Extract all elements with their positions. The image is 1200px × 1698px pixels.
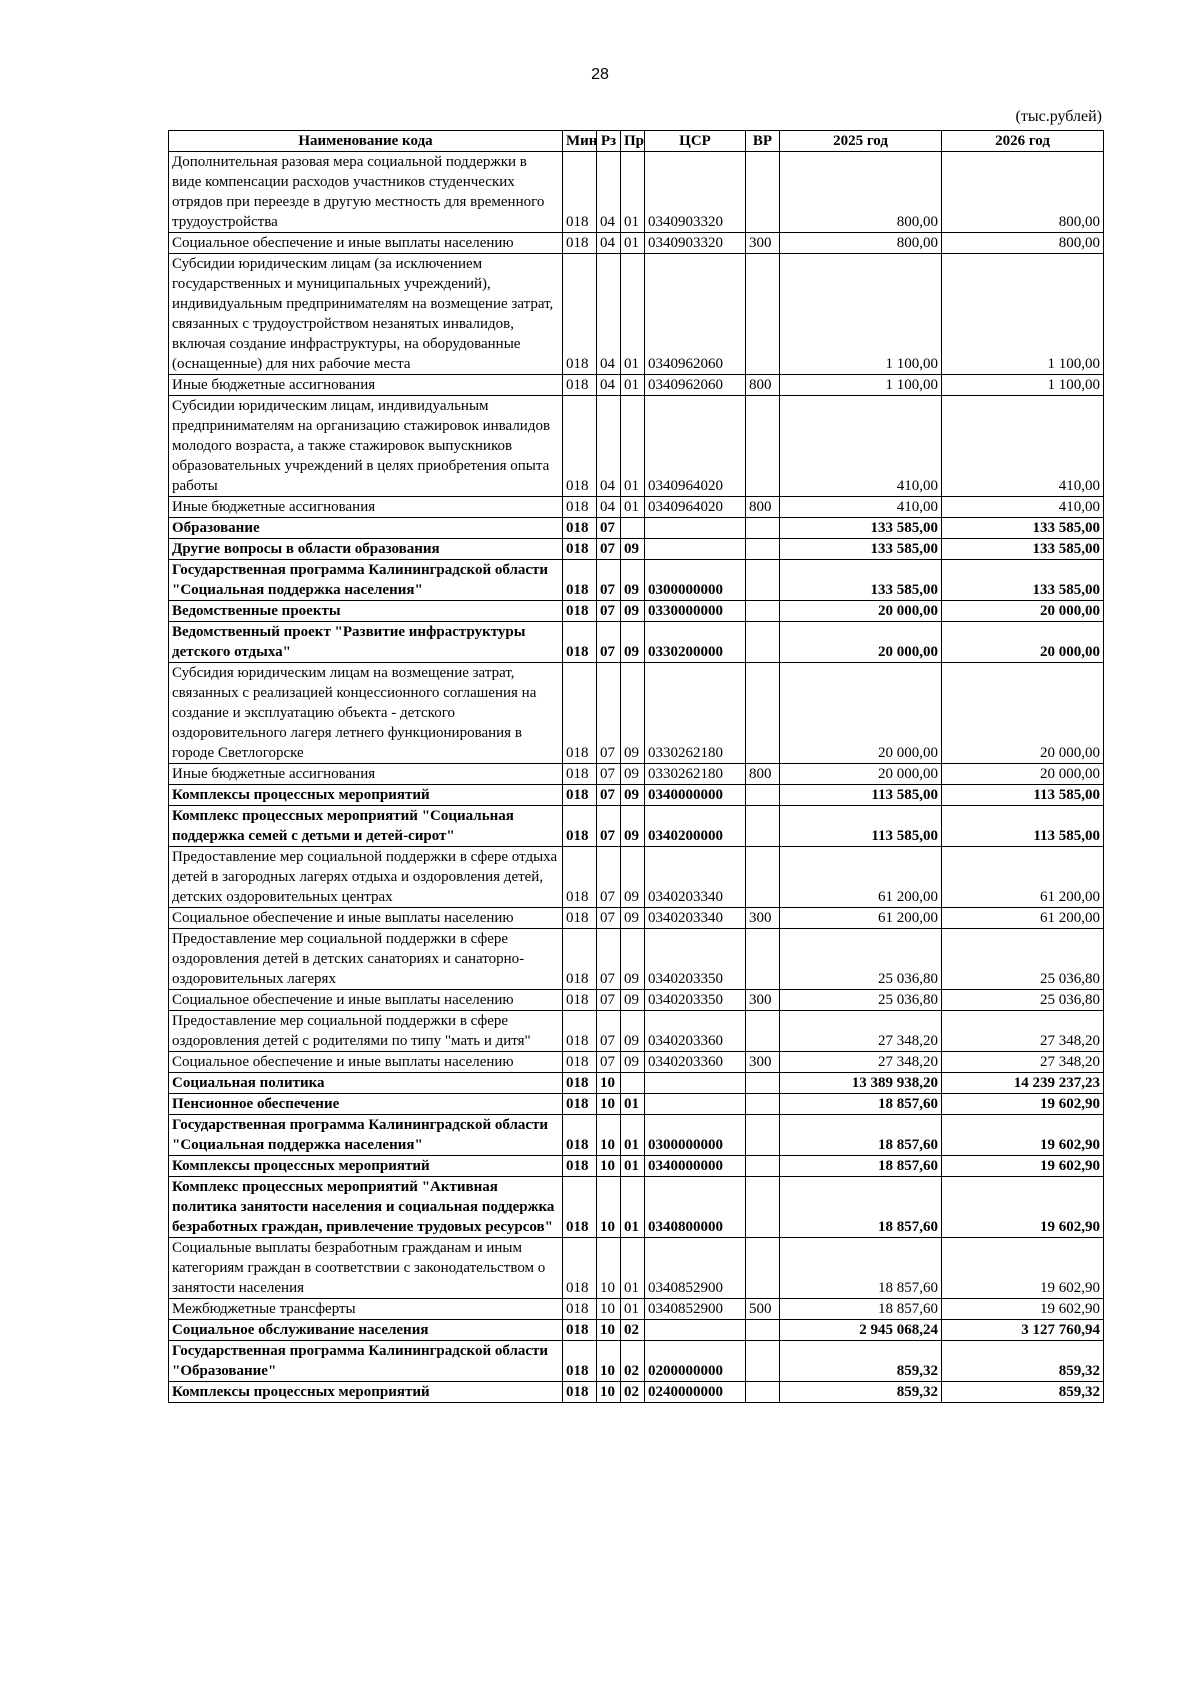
cell-rz: 04 <box>597 233 621 254</box>
cell-rz: 10 <box>597 1320 621 1341</box>
cell-rz: 10 <box>597 1115 621 1156</box>
cell-min: 018 <box>563 233 597 254</box>
cell-vr: 300 <box>746 1052 780 1073</box>
cell-pr: 09 <box>621 560 645 601</box>
cell-rz: 07 <box>597 518 621 539</box>
cell-rz: 10 <box>597 1073 621 1094</box>
cell-min: 018 <box>563 396 597 497</box>
cell-2026: 19 602,90 <box>942 1299 1104 1320</box>
column-header-name: Наименование кода <box>169 131 563 152</box>
cell-2026: 19 602,90 <box>942 1115 1104 1156</box>
cell-min: 018 <box>563 601 597 622</box>
table-row <box>169 1094 1104 1115</box>
cell-2025: 2 945 068,24 <box>780 1320 942 1341</box>
cell-pr: 01 <box>621 396 645 497</box>
cell-pr: 01 <box>621 1094 645 1115</box>
cell-pr: 01 <box>621 1238 645 1299</box>
cell-2026: 1 100,00 <box>942 375 1104 396</box>
cell-csr: 0340800000 <box>645 1177 746 1238</box>
cell-min: 018 <box>563 1156 597 1177</box>
cell-min: 018 <box>563 1320 597 1341</box>
cell-2026: 19 602,90 <box>942 1177 1104 1238</box>
cell-pr: 01 <box>621 375 645 396</box>
cell-rz: 04 <box>597 497 621 518</box>
cell-2025: 61 200,00 <box>780 847 942 908</box>
cell-csr: 0340000000 <box>645 1156 746 1177</box>
cell-csr: 0330262180 <box>645 663 746 764</box>
cell-pr: 09 <box>621 1011 645 1052</box>
cell-csr: 0340852900 <box>645 1299 746 1320</box>
cell-2026: 19 602,90 <box>942 1156 1104 1177</box>
column-header-rz: Рз <box>597 131 621 152</box>
cell-min: 018 <box>563 375 597 396</box>
table-row <box>169 806 1104 847</box>
cell-vr <box>746 1011 780 1052</box>
cell-2026: 410,00 <box>942 497 1104 518</box>
cell-rz: 10 <box>597 1156 621 1177</box>
cell-csr: 0340000000 <box>645 785 746 806</box>
cell-pr: 01 <box>621 152 645 233</box>
cell-2025: 25 036,80 <box>780 929 942 990</box>
cell-csr: 0340903320 <box>645 152 746 233</box>
cell-csr: 0330262180 <box>645 764 746 785</box>
cell-name: Государственная программа Калининградской области "Образование" <box>169 1341 563 1382</box>
cell-rz: 07 <box>597 929 621 990</box>
cell-min: 018 <box>563 152 597 233</box>
cell-name: Предоставление мер социальной поддержки в сфере оздоровления детей с родителями по типу "мать и дитя" <box>169 1011 563 1052</box>
cell-vr <box>746 1341 780 1382</box>
table-row <box>169 1177 1104 1238</box>
table-row <box>169 990 1104 1011</box>
cell-2026: 20 000,00 <box>942 764 1104 785</box>
cell-name: Иные бюджетные ассигнования <box>169 497 563 518</box>
cell-name: Субсидии юридическим лицам, индивидуальным предпринимателям на организацию стажировок инвалидов молодого возраста, а также стажировок выпускников образовательных учреждений в целях приобретения опыта работы <box>169 396 563 497</box>
cell-name: Социальное обеспечение и иные выплаты населению <box>169 1052 563 1073</box>
cell-2025: 1 100,00 <box>780 254 942 375</box>
cell-name: Социальное обеспечение и иные выплаты населению <box>169 908 563 929</box>
cell-min: 018 <box>563 990 597 1011</box>
cell-vr <box>746 847 780 908</box>
cell-2026: 859,32 <box>942 1341 1104 1382</box>
cell-2026: 410,00 <box>942 396 1104 497</box>
cell-pr: 02 <box>621 1341 645 1382</box>
column-header-2026: 2026 год <box>942 131 1104 152</box>
cell-csr: 0330200000 <box>645 622 746 663</box>
cell-pr: 01 <box>621 1156 645 1177</box>
table-row <box>169 847 1104 908</box>
cell-pr: 02 <box>621 1382 645 1403</box>
cell-vr: 300 <box>746 233 780 254</box>
cell-rz: 10 <box>597 1382 621 1403</box>
table-header-row <box>169 131 1104 152</box>
table-row <box>169 152 1104 233</box>
cell-min: 018 <box>563 764 597 785</box>
table-row <box>169 1073 1104 1094</box>
cell-pr: 09 <box>621 764 645 785</box>
cell-2025: 18 857,60 <box>780 1094 942 1115</box>
table-row <box>169 1320 1104 1341</box>
cell-name: Образование <box>169 518 563 539</box>
cell-2026: 113 585,00 <box>942 806 1104 847</box>
cell-name: Иные бюджетные ассигнования <box>169 764 563 785</box>
cell-rz: 04 <box>597 152 621 233</box>
cell-rz: 07 <box>597 601 621 622</box>
cell-vr <box>746 785 780 806</box>
cell-csr: 0340903320 <box>645 233 746 254</box>
table-row <box>169 601 1104 622</box>
cell-min: 018 <box>563 1094 597 1115</box>
table-row <box>169 908 1104 929</box>
table-row <box>169 1011 1104 1052</box>
cell-rz: 04 <box>597 396 621 497</box>
cell-name: Иные бюджетные ассигнования <box>169 375 563 396</box>
column-header-pr: Пр <box>621 131 645 152</box>
cell-rz: 07 <box>597 663 621 764</box>
table-row <box>169 663 1104 764</box>
cell-rz: 07 <box>597 560 621 601</box>
cell-vr <box>746 560 780 601</box>
cell-rz: 10 <box>597 1177 621 1238</box>
cell-name: Ведомственные проекты <box>169 601 563 622</box>
cell-name: Пенсионное обеспечение <box>169 1094 563 1115</box>
cell-2026: 3 127 760,94 <box>942 1320 1104 1341</box>
cell-min: 018 <box>563 518 597 539</box>
cell-2026: 133 585,00 <box>942 539 1104 560</box>
cell-vr: 300 <box>746 908 780 929</box>
cell-rz: 10 <box>597 1341 621 1382</box>
cell-vr <box>746 254 780 375</box>
cell-2025: 20 000,00 <box>780 764 942 785</box>
cell-rz: 07 <box>597 1052 621 1073</box>
cell-csr <box>645 539 746 560</box>
cell-min: 018 <box>563 560 597 601</box>
cell-vr <box>746 1094 780 1115</box>
cell-rz: 07 <box>597 806 621 847</box>
cell-pr: 09 <box>621 1052 645 1073</box>
cell-vr <box>746 622 780 663</box>
cell-min: 018 <box>563 806 597 847</box>
cell-rz: 07 <box>597 847 621 908</box>
cell-2026: 133 585,00 <box>942 560 1104 601</box>
cell-csr: 0340203360 <box>645 1052 746 1073</box>
cell-min: 018 <box>563 929 597 990</box>
cell-2025: 859,32 <box>780 1341 942 1382</box>
table-body <box>169 152 1104 1403</box>
cell-csr: 0340203360 <box>645 1011 746 1052</box>
column-header-vr: ВР <box>746 131 780 152</box>
cell-pr <box>621 518 645 539</box>
cell-min: 018 <box>563 908 597 929</box>
cell-2025: 1 100,00 <box>780 375 942 396</box>
cell-2026: 61 200,00 <box>942 847 1104 908</box>
table-row <box>169 518 1104 539</box>
cell-name: Предоставление мер социальной поддержки в сфере оздоровления детей в детских санаториях и санаторно-оздоровительных лагерях <box>169 929 563 990</box>
cell-rz: 07 <box>597 539 621 560</box>
cell-min: 018 <box>563 1052 597 1073</box>
cell-2026: 19 602,90 <box>942 1094 1104 1115</box>
cell-pr: 09 <box>621 908 645 929</box>
cell-name: Предоставление мер социальной поддержки в сфере отдыха детей в загородных лагерях отдыха и оздоровления детей, детских оздоровительных центрах <box>169 847 563 908</box>
cell-name: Государственная программа Калининградской области "Социальная поддержка населения" <box>169 560 563 601</box>
cell-rz: 07 <box>597 1011 621 1052</box>
table-row <box>169 785 1104 806</box>
cell-2026: 133 585,00 <box>942 518 1104 539</box>
cell-pr: 09 <box>621 622 645 663</box>
cell-pr: 09 <box>621 847 645 908</box>
cell-min: 018 <box>563 663 597 764</box>
cell-2026: 800,00 <box>942 233 1104 254</box>
cell-rz: 07 <box>597 990 621 1011</box>
cell-vr: 800 <box>746 375 780 396</box>
cell-name: Комплексы процессных мероприятий <box>169 1382 563 1403</box>
table-row <box>169 1299 1104 1320</box>
cell-2025: 20 000,00 <box>780 622 942 663</box>
cell-2025: 18 857,60 <box>780 1238 942 1299</box>
cell-name: Государственная программа Калининградской области "Социальная поддержка населения" <box>169 1115 563 1156</box>
cell-min: 018 <box>563 497 597 518</box>
cell-2025: 20 000,00 <box>780 663 942 764</box>
cell-min: 018 <box>563 1341 597 1382</box>
cell-pr <box>621 1073 645 1094</box>
cell-rz: 04 <box>597 375 621 396</box>
cell-2026: 25 036,80 <box>942 990 1104 1011</box>
cell-csr: 0300000000 <box>645 560 746 601</box>
cell-2025: 133 585,00 <box>780 539 942 560</box>
column-header-min: Мин <box>563 131 597 152</box>
cell-csr: 0300000000 <box>645 1115 746 1156</box>
table-row <box>169 1238 1104 1299</box>
cell-name: Социальное обеспечение и иные выплаты населению <box>169 233 563 254</box>
cell-2025: 113 585,00 <box>780 806 942 847</box>
table-row <box>169 1156 1104 1177</box>
column-header-csr: ЦСР <box>645 131 746 152</box>
cell-2025: 800,00 <box>780 152 942 233</box>
table-row <box>169 396 1104 497</box>
cell-2026: 113 585,00 <box>942 785 1104 806</box>
cell-vr <box>746 806 780 847</box>
cell-2026: 859,32 <box>942 1382 1104 1403</box>
cell-csr: 0340964020 <box>645 396 746 497</box>
cell-vr <box>746 539 780 560</box>
cell-name: Дополнительная разовая мера социальной поддержки в виде компенсации расходов участников студенческих отрядов при переезде в другую местность для временного трудоустройства <box>169 152 563 233</box>
cell-vr <box>746 663 780 764</box>
cell-name: Комплексы процессных мероприятий <box>169 785 563 806</box>
cell-pr: 01 <box>621 1299 645 1320</box>
column-header-2025: 2025 год <box>780 131 942 152</box>
cell-name: Ведомственный проект "Развитие инфраструктуры детского отдыха" <box>169 622 563 663</box>
cell-2025: 410,00 <box>780 396 942 497</box>
table-row <box>169 1115 1104 1156</box>
cell-name: Социальное обслуживание населения <box>169 1320 563 1341</box>
cell-2025: 133 585,00 <box>780 518 942 539</box>
cell-pr: 09 <box>621 601 645 622</box>
cell-2026: 20 000,00 <box>942 663 1104 764</box>
cell-vr: 300 <box>746 990 780 1011</box>
cell-2025: 25 036,80 <box>780 990 942 1011</box>
cell-name: Другие вопросы в области образования <box>169 539 563 560</box>
table-row <box>169 764 1104 785</box>
cell-2026: 1 100,00 <box>942 254 1104 375</box>
cell-min: 018 <box>563 539 597 560</box>
cell-min: 018 <box>563 1177 597 1238</box>
cell-rz: 07 <box>597 785 621 806</box>
cell-2026: 800,00 <box>942 152 1104 233</box>
cell-csr: 0340962060 <box>645 375 746 396</box>
cell-vr: 800 <box>746 764 780 785</box>
cell-2025: 18 857,60 <box>780 1177 942 1238</box>
cell-2026: 27 348,20 <box>942 1052 1104 1073</box>
cell-pr: 09 <box>621 663 645 764</box>
cell-rz: 07 <box>597 908 621 929</box>
cell-vr <box>746 1177 780 1238</box>
cell-pr: 01 <box>621 497 645 518</box>
cell-min: 018 <box>563 254 597 375</box>
cell-name: Субсидии юридическим лицам (за исключением государственных и муниципальных учреждений), индивидуальным предпринимателям на возмещение затрат, связанных с трудоустройством незанятых инвалидов, включая создание инфраструктуры, на оборудованные (оснащенные) для них рабочие места <box>169 254 563 375</box>
cell-2026: 25 036,80 <box>942 929 1104 990</box>
cell-min: 018 <box>563 785 597 806</box>
cell-vr <box>746 1073 780 1094</box>
cell-2025: 61 200,00 <box>780 908 942 929</box>
table-row <box>169 929 1104 990</box>
cell-pr: 02 <box>621 1320 645 1341</box>
cell-csr: 0340852900 <box>645 1238 746 1299</box>
table-row <box>169 1341 1104 1382</box>
cell-2025: 859,32 <box>780 1382 942 1403</box>
cell-2025: 27 348,20 <box>780 1011 942 1052</box>
cell-pr: 01 <box>621 254 645 375</box>
cell-vr <box>746 1320 780 1341</box>
cell-vr <box>746 396 780 497</box>
table-row <box>169 1382 1104 1403</box>
cell-name: Межбюджетные трансферты <box>169 1299 563 1320</box>
table-row <box>169 254 1104 375</box>
cell-pr: 01 <box>621 1115 645 1156</box>
cell-2025: 18 857,60 <box>780 1299 942 1320</box>
cell-rz: 07 <box>597 622 621 663</box>
cell-2025: 410,00 <box>780 497 942 518</box>
cell-2025: 113 585,00 <box>780 785 942 806</box>
cell-csr: 0330000000 <box>645 601 746 622</box>
cell-vr: 800 <box>746 497 780 518</box>
cell-rz: 10 <box>597 1299 621 1320</box>
cell-vr: 500 <box>746 1299 780 1320</box>
cell-2025: 13 389 938,20 <box>780 1073 942 1094</box>
cell-2025: 800,00 <box>780 233 942 254</box>
cell-csr: 0340203340 <box>645 847 746 908</box>
cell-csr: 0340962060 <box>645 254 746 375</box>
cell-pr: 09 <box>621 539 645 560</box>
cell-vr <box>746 929 780 990</box>
cell-2026: 14 239 237,23 <box>942 1073 1104 1094</box>
cell-2025: 27 348,20 <box>780 1052 942 1073</box>
cell-min: 018 <box>563 1115 597 1156</box>
table-row <box>169 233 1104 254</box>
cell-vr <box>746 1382 780 1403</box>
cell-pr: 09 <box>621 929 645 990</box>
cell-min: 018 <box>563 622 597 663</box>
table-row <box>169 1052 1104 1073</box>
cell-min: 018 <box>563 1299 597 1320</box>
cell-csr: 0340203340 <box>645 908 746 929</box>
cell-vr <box>746 1115 780 1156</box>
cell-2026: 20 000,00 <box>942 601 1104 622</box>
cell-2026: 20 000,00 <box>942 622 1104 663</box>
cell-pr: 09 <box>621 990 645 1011</box>
cell-name: Комплекс процессных мероприятий "Социальная поддержка семей с детьми и детей-сирот" <box>169 806 563 847</box>
cell-name: Социальное обеспечение и иные выплаты населению <box>169 990 563 1011</box>
cell-rz: 04 <box>597 254 621 375</box>
table-row <box>169 497 1104 518</box>
cell-rz: 10 <box>597 1238 621 1299</box>
cell-vr <box>746 518 780 539</box>
cell-name: Социальные выплаты безработным гражданам и иным категориям граждан в соответствии с законодательством о занятости населения <box>169 1238 563 1299</box>
cell-pr: 01 <box>621 233 645 254</box>
page-number: 28 <box>591 66 609 83</box>
units-label: (тыс.рублей) <box>1015 108 1102 125</box>
cell-2025: 20 000,00 <box>780 601 942 622</box>
table-row <box>169 539 1104 560</box>
cell-2025: 18 857,60 <box>780 1115 942 1156</box>
table-row <box>169 560 1104 601</box>
cell-min: 018 <box>563 847 597 908</box>
cell-csr: 0340200000 <box>645 806 746 847</box>
cell-2025: 133 585,00 <box>780 560 942 601</box>
cell-name: Комплекс процессных мероприятий "Активная политика занятости населения и социальная поддержка безработных граждан, привлечение трудовых ресурсов" <box>169 1177 563 1238</box>
table-row <box>169 375 1104 396</box>
cell-csr <box>645 1073 746 1094</box>
cell-2025: 18 857,60 <box>780 1156 942 1177</box>
cell-name: Субсидия юридическим лицам на возмещение затрат, связанных с реализацией концессионного соглашения на создание и эксплуатацию объекта - детского оздоровительного лагеря летнего функционирования в городе Светлогорске <box>169 663 563 764</box>
cell-rz: 10 <box>597 1094 621 1115</box>
cell-min: 018 <box>563 1011 597 1052</box>
budget-table <box>168 130 1104 1403</box>
cell-pr: 09 <box>621 806 645 847</box>
cell-2026: 61 200,00 <box>942 908 1104 929</box>
cell-name: Социальная политика <box>169 1073 563 1094</box>
cell-min: 018 <box>563 1382 597 1403</box>
cell-csr: 0340964020 <box>645 497 746 518</box>
cell-pr: 09 <box>621 785 645 806</box>
cell-name: Комплексы процессных мероприятий <box>169 1156 563 1177</box>
cell-vr <box>746 601 780 622</box>
cell-pr: 01 <box>621 1177 645 1238</box>
cell-min: 018 <box>563 1073 597 1094</box>
cell-vr <box>746 152 780 233</box>
cell-csr: 0200000000 <box>645 1341 746 1382</box>
cell-vr <box>746 1156 780 1177</box>
table-row <box>169 622 1104 663</box>
cell-csr: 0340203350 <box>645 929 746 990</box>
cell-csr <box>645 1320 746 1341</box>
cell-2026: 27 348,20 <box>942 1011 1104 1052</box>
cell-min: 018 <box>563 1238 597 1299</box>
cell-csr: 0240000000 <box>645 1382 746 1403</box>
cell-vr <box>746 1238 780 1299</box>
cell-csr: 0340203350 <box>645 990 746 1011</box>
cell-csr <box>645 1094 746 1115</box>
cell-2026: 19 602,90 <box>942 1238 1104 1299</box>
cell-rz: 07 <box>597 764 621 785</box>
cell-csr <box>645 518 746 539</box>
